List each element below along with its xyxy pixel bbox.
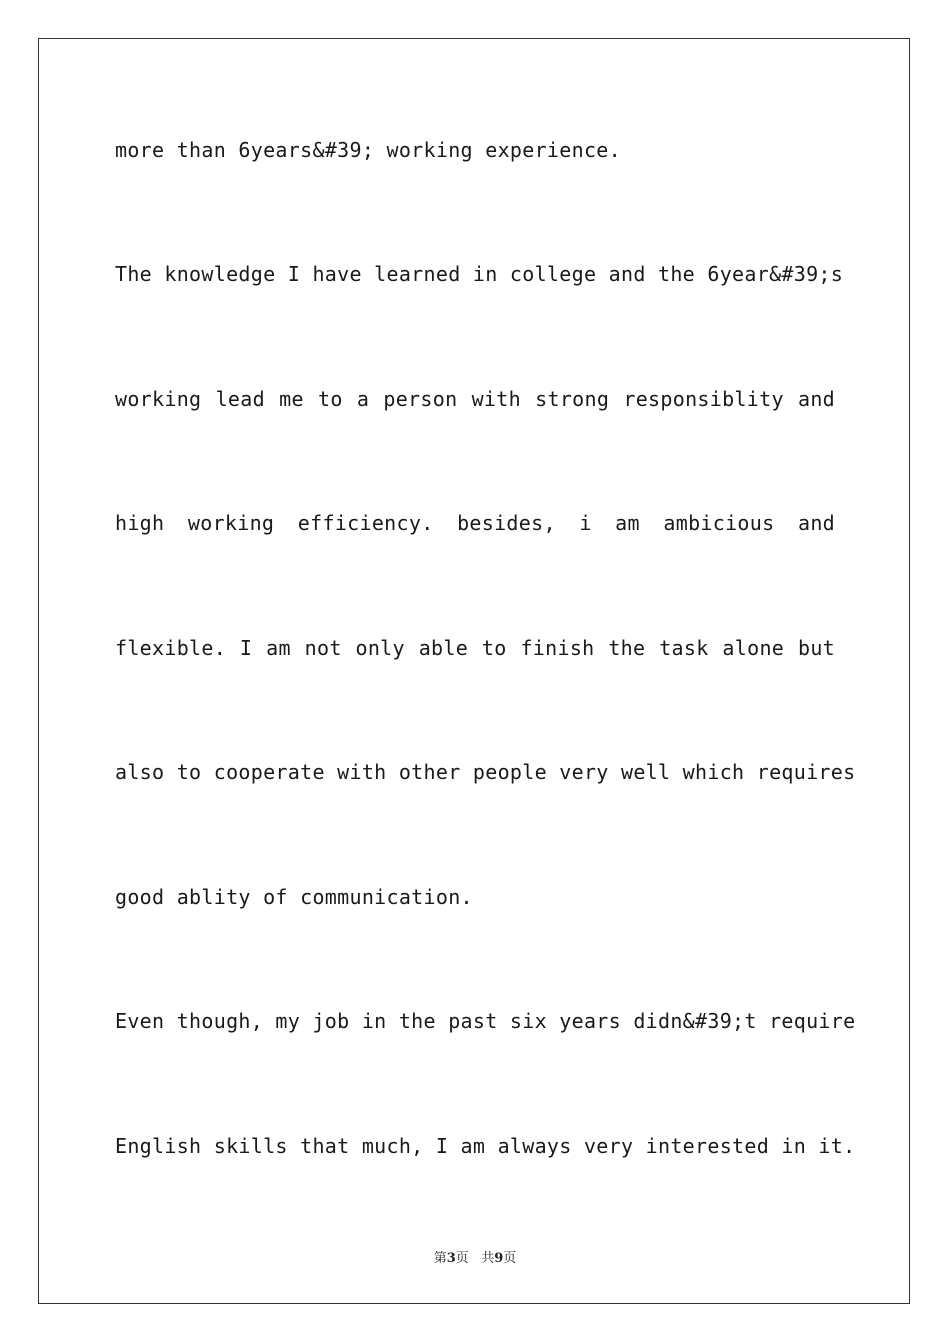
- text-line-4: high working efficiency. besides, i am ambicious and: [115, 511, 835, 535]
- text-line-7: good ablity of communication.: [115, 885, 473, 909]
- page-prefix: 第: [433, 1251, 447, 1266]
- text-line-9: English skills that much, I am always very interested in it.: [115, 1134, 856, 1158]
- text-line-6: also to cooperate with other people very well which requires: [115, 760, 856, 784]
- total-pages: 9: [494, 1251, 504, 1266]
- page-border: [38, 38, 910, 1304]
- page-footer: [0, 1247, 950, 1266]
- page-suffix: 页: [455, 1251, 469, 1266]
- text-line-5: flexible. I am not only able to finish the task alone but: [115, 636, 835, 660]
- page-number: 3: [446, 1251, 456, 1266]
- text-line-2: The knowledge I have learned in college and the 6year&#39;s: [115, 262, 844, 286]
- text-line-3: working lead me to a person with strong responsiblity and: [115, 387, 835, 411]
- total-suffix: 页: [503, 1251, 517, 1266]
- text-line-8: Even though, my job in the past six years didn&#39;t require: [115, 1009, 856, 1033]
- text-line-1: more than 6years&#39; working experience.: [115, 138, 621, 162]
- total-prefix: 共: [481, 1251, 495, 1266]
